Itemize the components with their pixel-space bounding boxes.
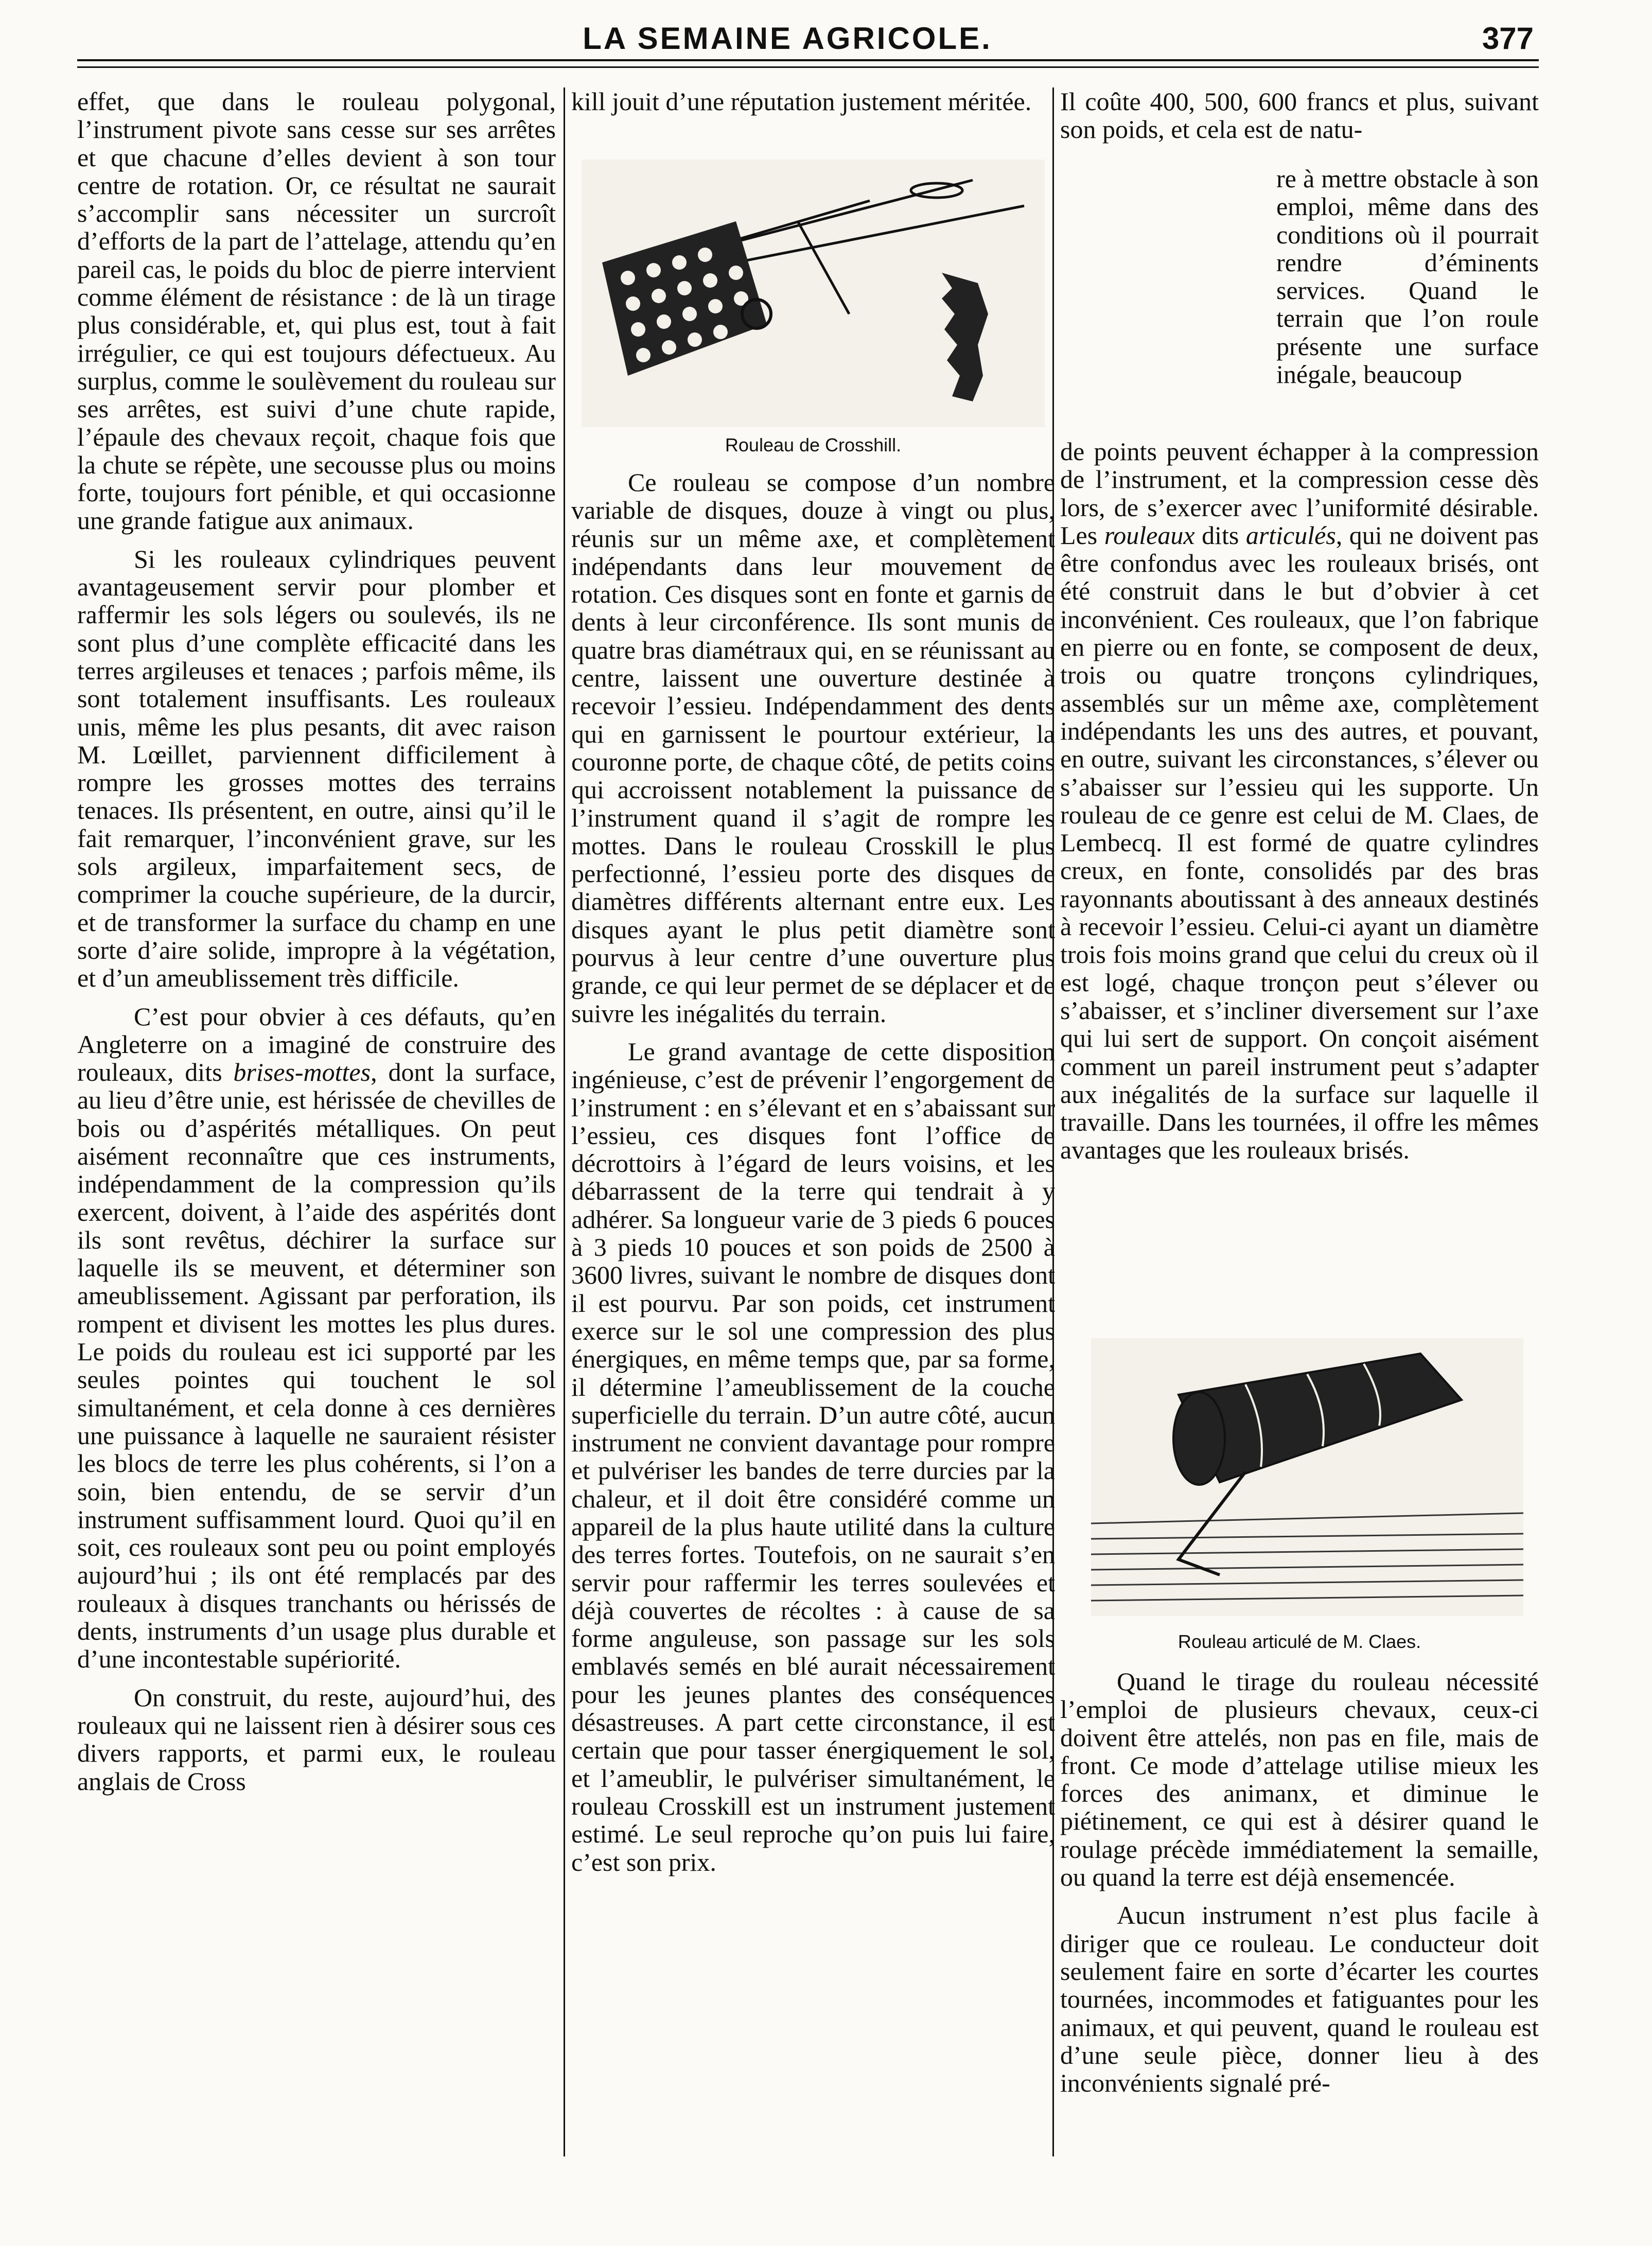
- col1-p3-italic: brises-mottes: [233, 1058, 371, 1087]
- col3-paragraph-3: Aucun instrument n’est plus facile à diriger que ce rouleau. Le conducteur doit seulement faire en sorte d’écarter les courtes tournées, incommodes et fatiguantes pour les animaux, et qui peuvent, quand le rouleau est d’une seule pièce, donner lieu à des inconvénients signalé pré-: [1060, 1901, 1539, 2098]
- figure-caption-crosskill: Rouleau de Crosshill.: [725, 434, 902, 455]
- col1-paragraph-1: effet, que dans le rouleau polygonal, l’instrument pivote sans cesse sur ses arrêtes et que chacune d’elles devient à son tour centre de rotation. Or, ce résultat ne saurait s’accomplir sans nécessiter un surcroît d’efforts de la part de l’attelage, attendu qu’en pareil cas, le poids du bloc de pierre intervient comme élément de résistance : de là un tirage plus considérable, et, qui plus est, tout à fait irrégulier, ce qui est toujours défectueux. Au surplus, comme le soulèvement du rouleau sur ses arrêtes, est suivi d’une chute rapide, l’épaule des chevaux reçoit, chaque fois que la chute se répète, une secousse plus ou moins forte, toujours fort pénible, et qui occasionne une grande fatigue aux animaux.: [77, 87, 556, 535]
- col2-paragraph-2: Le grand avantage de cette disposition ingénieuse, c’est de prévenir l’engorgement de l’instrument : en s’élevant et en s’abaissant sur l’essieu, ces disques font l’office de décrottoirs à l’égard de leurs voisins, et les débarrassent de la terre qui tendrait à y adhérer. Sa longueur varie de 3 pieds 6 pouces à 3 pieds 10 pouces et son poids de 2500 à 3600 livres, suivant le nombre de disques dont il est pourvu. Par son poids, cet instrument exerce sur le sol une compression des plus énergiques, en même temps que, par sa forme, il détermine l’ameublissement de la couche superficielle du terrain. D’un autre côté, aucun instrument ne convient davantage pour rompre et pulvériser les bandes de terre durcies par la chaleur, et il doit être considéré comme un appareil de la plus haute utilité dans la culture des terres fortes. Toutefois, on ne saurait s’en servir pour raffermir les terres soulevées et déjà couvertes de récoltes : à cause de sa forme anguleuse, son passage sur les sols emblavés semés en blé aurait nécessairement pour les jeunes plantes des conséquences désastreuses. A part cette circonstance, il est certain que pour tasser énergiquement le sol, et l’ameublir, le pulvériser simultanément, le rouleau Crosskill est un instrument justement estimé. Le seul reproche qu’on puis lui faire, c’est son prix.: [571, 1037, 1055, 1876]
- page-number: 377: [1482, 21, 1534, 56]
- col3-p1-text-mid: dits: [1194, 520, 1246, 550]
- crosskill-roller-drawing: [582, 160, 1045, 427]
- col3-body-lower: [1060, 1668, 1539, 2097]
- column-3: [1060, 87, 1539, 2156]
- page-header: [41, 21, 1534, 57]
- journal-title: LA SEMAINE AGRICOLE.: [583, 21, 992, 56]
- column-divider-1: [564, 87, 565, 2156]
- col3-paragraph-1: [1060, 437, 1539, 1164]
- col3-p1-text-b: , qui ne doivent pas être confondus avec les rouleaux brisés, ont été construit dans le but d’obvier à cet inconvénient. Ces rouleaux, que l’on fabrique en pierre ou en fonte, se composent de deux, trois ou quatre tronçons cylindriques, assemblés sur un même axe, complètement indépendants les uns des autres, et pouvant, en outre, suivant les circonstances, s’élever ou s’abaisser sur l’essieu qui les supporte. Un rouleau de ce genre est celui de M. Claes, de Lembecq. Il est formé de quatre cylindres creux, en fonte, consolidés par des bras rayonnants aboutissant à des anneaux destinés à recevoir l’essieu. Celui-ci ayant un diamètre trois fois moins grand que celui du creux où il est logé, chaque tronçon peut s’élever ou s’abaisser, et s’incliner diversement sur l’axe qui lui sert de support. On conçoit aisément comment un pareil instrument peut s’adapter aux inégalités de la surface sur laquelle il travaille. Dans les tournées, il offre les mêmes avantages que les rouleaux brisés.: [1060, 520, 1539, 1165]
- col3-p1-text-a: de points peuvent échapper à la compression de l’instrument, et la compression cesse dès lors, de s’exercer avec l’uniformité désirable. Les: [1060, 437, 1539, 550]
- col3-paragraph-2: Quand le tirage du rouleau nécessité l’emploi de plusieurs chevaux, ceux-ci doivent être attelés, non pas en file, mais de front. Ce mode d’attelage utilise mieux les forces des animanx, et diminue le piétinement, ce qui est à désirer quand le roulage précède immédiatement la semaille, ou quand la terre est déjà ensemencée.: [1060, 1667, 1539, 1892]
- figure-caption-claes: Rouleau articulé de M. Claes.: [1178, 1631, 1421, 1652]
- col3-wrap-text: re à mettre obstacle à son emploi, même dans des conditions où il pourrait rendre d’éminents services. Quand le terrain que l’on roule présente une surface inégale, beaucoup: [1276, 164, 1539, 389]
- col2-paragraph-1: Ce rouleau se compose d’un nombre variable de disques, douze à vingt ou plus, réunis sur un même axe, et complètement indépendants dans leur mouvement de rotation. Ces disques sont en fonte et garnis de dents à leur circonférence. Ils sont munis de quatre bras diamétraux qui, en se réunissant au centre, laissent une ouverture destinée à recevoir l’essieu. Indépendamment des dents qui en garnissent le pourtour extérieur, la couronne porte, de chaque côté, de petits coins qui accroissent notablement la puissance de l’instrument quand il s’agit de rompre les mottes. Dans le rouleau Crosskill le plus perfectionné, l’essieu porte des disques de diamètres différents alternant entre eux. Les disques ayant le plus petit diamètre sont pourvus à leur centre d’une ouverture plus grande, ce qui leur permet de se déplacer et de suivre les inégalités du terrain.: [571, 468, 1055, 1028]
- col1-paragraph-4: On construit, du reste, aujourd’hui, des rouleaux qui ne laissent rien à désirer sous ces divers rapports, et parmi eux, le rouleau anglais de Cross: [77, 1682, 556, 1796]
- col1-p3-text-a: C’est pour obvier à ces défauts, qu’en Angleterre on a imaginé de construire des rouleaux, dits: [77, 1002, 556, 1087]
- col3-top-text: Il coûte 400, 500, 600 francs et plus, suivant son poids, et cela est de natu-: [1060, 87, 1539, 144]
- col1-paragraph-3: [77, 1003, 556, 1673]
- col3-p1-italic-1: rouleaux: [1104, 520, 1195, 550]
- claes-roller-drawing: [1091, 1338, 1523, 1616]
- column-1: [77, 87, 556, 1795]
- col3-p1-italic-2: articulés: [1245, 520, 1336, 550]
- crosskill-roller-illustration: [582, 160, 1045, 427]
- column-2: [571, 87, 1055, 2156]
- claes-roller-illustration: [1091, 1338, 1523, 1616]
- header-rule: [77, 59, 1539, 68]
- col1-p3-text-b: , dont la surface, au lieu d’être unie, est hérissée de chevilles de bois ou d’aspérités métalliques. On peut aisément reconnaître que ces instruments, indépendamment de la compression qu’ils exercent, doivent, à l’aide des aspérités dont ils sont revêtus, déchirer la surface sur laquelle ils se meuvent, et déterminer son ameublissement. Agissant par perforation, ils rompent et divisent les mottes les plus dures. Le poids du rouleau est ici supporté par les seules pointes qui touchent le sol simultanément, et cela donne à ces dernières une puissance à laquelle ne sauraient résister les blocs de terre les plus cohérents, si l’on a soin, bien entendu, de se servir d’un instrument suffisamment lourd. Quoi qu’il en soit, ces rouleaux sont peu ou point employés aujourd’hui ; ils ont été remplacés par des rouleaux à disques tranchants ou hérissés de dents, instruments d’un usage plus durable et d’une incontestable supériorité.: [77, 1058, 556, 1674]
- col1-paragraph-2: Si les rouleaux cylindriques peuvent avantageusement servir pour plomber et raffermir les sols légers ou soulevés, ils ne sont plus d’une complète efficacité dans les terres argileuses et tenaces ; parfois même, ils sont totalement insuffisants. Les rouleaux unis, même les plus pesants, dit avec raison M. Lœillet, parviennent difficilement à rompre les grosses mottes des terrains tenaces. Ils présentent, en outre, ainsi qu’il le fait remarquer, l’inconvénient grave, sur les sols argileux, imparfaitement secs, de comprimer la couche supérieure, de la durcir, et de transformer la surface du champ en une sorte d’aire solide, impropre à la végétation, et d’un ameublissement très difficile.: [77, 544, 556, 993]
- col3-body: [1060, 437, 1539, 1164]
- col2-top-text: kill jouit d’une réputation justement méritée.: [571, 87, 1032, 116]
- col2-body: [571, 468, 1055, 1876]
